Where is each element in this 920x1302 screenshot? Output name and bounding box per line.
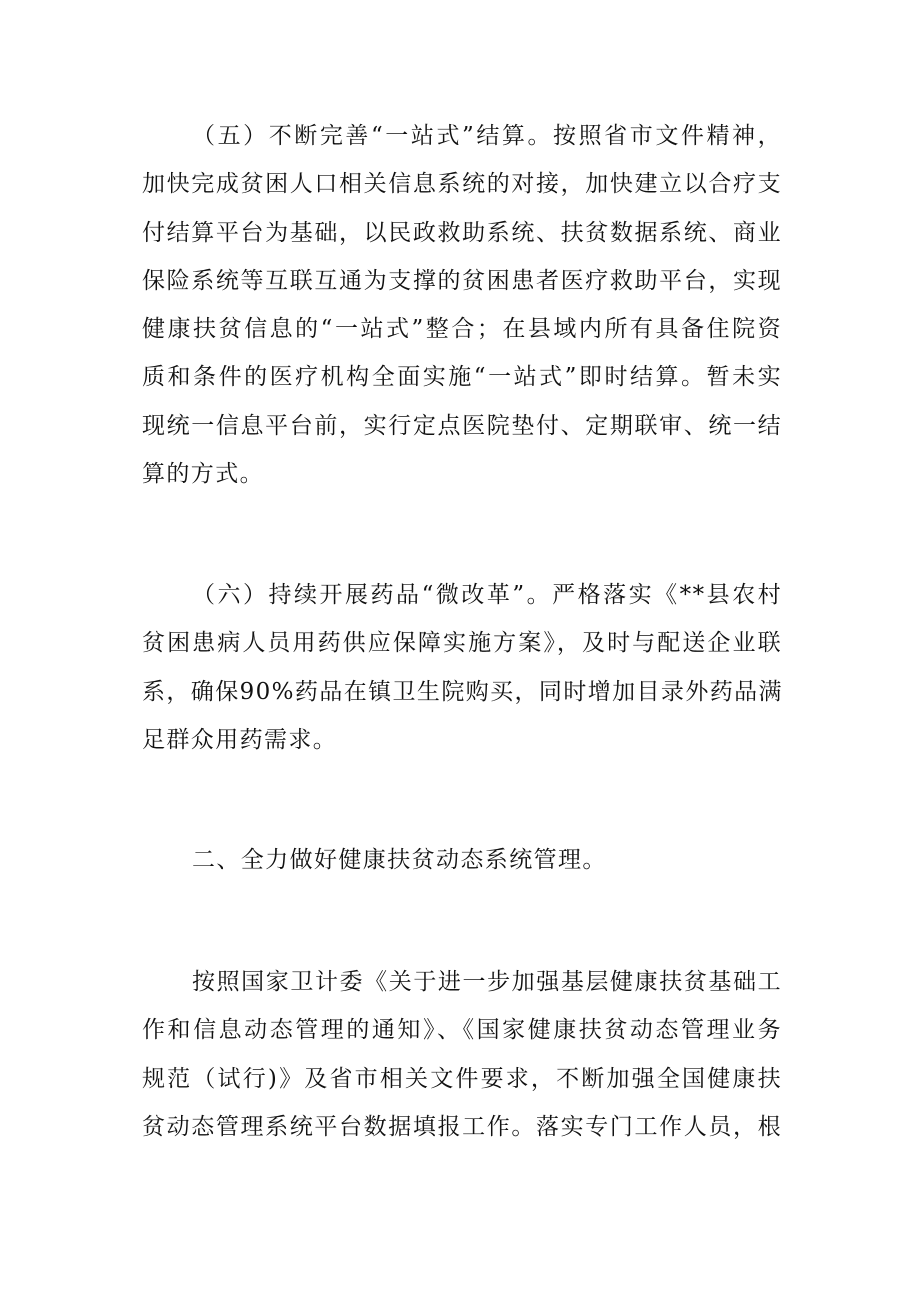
paragraph-line: 足群众用药需求。: [142, 726, 338, 753]
paragraph-line: 健康扶贫信息的“一站式”整合；在县域内所有具备住院资: [142, 316, 782, 343]
paragraph-drug-reform: [142, 571, 782, 764]
paragraph-line: 质和条件的医疗机构全面实施“一站式”即时结算。暂未实: [142, 364, 782, 391]
paragraph-line: 按照国家卫计委《关于进一步加强基层健康扶贫基础工: [192, 969, 782, 995]
paragraph-line: 贫困患病人员用药供应保障实施方案》，及时与配送企业联: [142, 630, 782, 657]
paragraph-line: 算的方式。: [142, 461, 264, 488]
heading-line: 二、全力做好健康扶贫动态系统管理。: [192, 847, 607, 873]
paragraph-dynamic-management: [142, 958, 782, 1151]
paragraph-line: 作和信息动态管理的通知》、《国家健康扶贫动态管理业务: [142, 1017, 782, 1044]
paragraph-line: 保险系统等互联互通为支撑的贫困患者医疗救助平台，实现: [142, 267, 782, 294]
paragraph-line: 现统一信息平台前，实行定点医院垫付、定期联审、统一结: [142, 412, 782, 439]
paragraph-line: 加快完成贫困人口相关信息系统的对接，加快建立以合疗支: [142, 171, 782, 198]
paragraph-line: （六）持续开展药品“微改革”。严格落实《**县农村: [192, 582, 782, 608]
paragraph-line: （五）不断完善“一站式”结算。按照省市文件精神，: [192, 123, 782, 149]
paragraph-one-stop-settlement: [142, 112, 782, 498]
paragraph-line: 付结算平台为基础，以民政救助系统、扶贫数据系统、商业: [142, 219, 782, 246]
paragraph-line: 贫动态管理系统平台数据填报工作。落实专门工作人员，根: [142, 1113, 782, 1140]
section-heading: [142, 836, 782, 884]
paragraph-line: 系，确保90%药品在镇卫生院购买，同时增加目录外药品满: [142, 678, 783, 705]
paragraph-line: 规范（试行)》及省市相关文件要求，不断加强全国健康扶: [142, 1065, 782, 1092]
